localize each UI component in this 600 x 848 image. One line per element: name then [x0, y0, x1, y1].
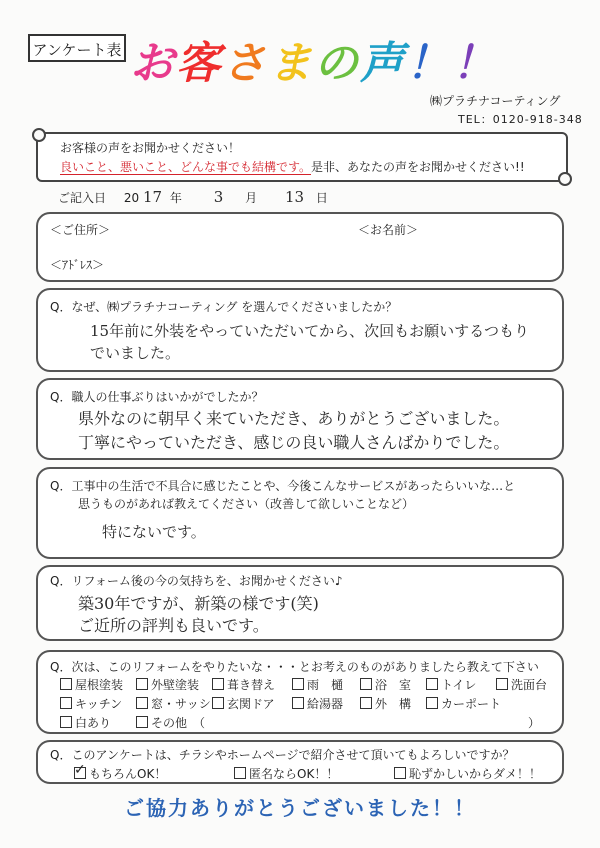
address-label: ＜ご住所＞ [50, 223, 111, 237]
intro-line-2-red: 良いこと、悪いこと、どんな事でも結構です。 [60, 160, 312, 174]
checkbox[interactable] [394, 767, 406, 779]
scroll-curl-icon [32, 128, 46, 142]
option-kitchen[interactable]: キッチン [60, 695, 122, 712]
date-year: 17 [142, 188, 163, 206]
option-wall-paint[interactable]: 外壁塗装 [136, 676, 199, 693]
intro-line-2 [60, 158, 525, 175]
question-3-line-1: Q．工事中の生活で不具合に感じたことや、今後こんなサービスがあったらいいな…と [50, 479, 516, 493]
title-char: 声 [360, 38, 406, 89]
question-1: Q．なぜ、㈱プラチナコーティング を選んでくださいましたか？ [50, 300, 398, 314]
date-year-unit: 年 [169, 191, 182, 205]
question-5: Q．次は、このリフォームをやりたいな・・・とお考えのものがありましたら教えて下さい [50, 660, 539, 674]
question-box-6 [36, 740, 564, 784]
option-reroof[interactable]: 葺き替え [212, 676, 275, 693]
date-month-unit: 月 [245, 191, 258, 205]
option-termite[interactable]: 白あり [60, 714, 111, 731]
checkbox[interactable] [360, 678, 372, 690]
option-bathroom[interactable]: 浴 室 [360, 676, 411, 693]
option-water-heater[interactable]: 給湯器 [292, 695, 343, 712]
checkbox[interactable] [234, 767, 246, 779]
checkbox-checked[interactable] [74, 762, 86, 779]
checkbox[interactable] [292, 678, 304, 690]
answer-1-line-1: 15年前に外装をやっていただいてから、次回もお願いするつもり [90, 322, 529, 340]
title-char: ！ [452, 38, 498, 89]
question-3-line-2: 思うものがあれば教えてください（改善して欲しいことなど） [78, 497, 415, 511]
checkbox[interactable] [136, 678, 148, 690]
customer-info-box [36, 212, 564, 282]
checkbox[interactable] [60, 697, 72, 709]
scroll-curl-icon [558, 172, 572, 186]
date-month: 3 [213, 188, 224, 206]
checkbox[interactable] [426, 697, 438, 709]
intro-line-1: お客様の声をお聞かせください！ [60, 141, 241, 155]
permission-ok[interactable]: ✓ もちろんOK！ [74, 762, 167, 781]
checkbox[interactable] [496, 678, 508, 690]
checkbox[interactable] [136, 697, 148, 709]
title-char: ま [268, 38, 314, 89]
title-char: の [314, 38, 360, 89]
answer-2-line-2: 丁寧にやっていただき、感じの良い職人さんばかりでした。 [78, 433, 510, 452]
date-label: ご記入日 [58, 191, 107, 205]
answer-1-line-2: でいました。 [90, 344, 181, 362]
checkbox[interactable] [212, 678, 224, 690]
title-char: お [130, 38, 176, 89]
option-exterior[interactable]: 外 構 [360, 695, 411, 712]
company-name: ㈱プラチナコーティング [430, 94, 561, 108]
option-entrance-door[interactable]: 玄関ドア [212, 695, 275, 712]
checkbox[interactable] [60, 716, 72, 728]
option-other[interactable]: その他 （ [136, 714, 205, 731]
question-6: Q．このアンケートは、チラシやホームページで紹介させて頂いてもよろしいですか？ [50, 748, 515, 762]
question-box-1 [36, 288, 564, 372]
option-washstand[interactable]: 洗面台 [496, 676, 547, 693]
question-box-3 [36, 467, 564, 559]
name-label: ＜お名前＞ [358, 223, 419, 237]
question-4: Q．リフォーム後の今の気持ちを、お聞かせください♪ [50, 574, 343, 588]
date-day-unit: 日 [315, 191, 328, 205]
thanks-message: ご協力ありがとうございました！！ [124, 796, 476, 820]
option-gutter[interactable]: 雨 樋 [292, 676, 343, 693]
title-char: ！ [406, 38, 452, 89]
answer-4-line-1: 築30年ですが、新築の様です(笑) [78, 594, 319, 613]
checkbox[interactable] [60, 678, 72, 690]
intro-line-2-black: 是非、あなたの声をお聞かせください!! [311, 160, 525, 174]
title-char: 客 [176, 38, 222, 89]
checkbox[interactable] [360, 697, 372, 709]
survey-tag: アンケート表 [28, 34, 126, 62]
intro-banner [36, 132, 568, 182]
question-2: Q．職人の仕事ぶりはいかがでしたか？ [50, 390, 264, 404]
entry-date [58, 188, 328, 206]
answer-2-line-1: 県外なのに朝早く来ていただき、ありがとうございました。 [78, 409, 510, 428]
option-toilet[interactable]: トイレ [426, 676, 476, 693]
question-box-5 [36, 650, 564, 734]
option-carport[interactable]: カーポート [426, 695, 501, 712]
question-box-2 [36, 378, 564, 460]
checkbox[interactable] [426, 678, 438, 690]
answer-3: 特にないです。 [102, 523, 206, 541]
date-day: 13 [284, 188, 305, 206]
title-char: さ [222, 38, 268, 89]
option-roof-paint[interactable]: 屋根塗装 [60, 676, 123, 693]
option-other-close-paren: ） [528, 716, 541, 730]
permission-no[interactable]: 恥ずかしいからダメ！！ [394, 765, 541, 782]
email-label: ＜ｱﾄﾞﾚｽ＞ [50, 258, 105, 272]
check-mark-icon: ✓ [74, 762, 86, 778]
reform-options [50, 676, 560, 732]
page-title [130, 34, 498, 94]
date-era: 20 [123, 191, 140, 205]
question-box-4 [36, 565, 564, 641]
checkbox[interactable] [292, 697, 304, 709]
checkbox[interactable] [212, 697, 224, 709]
permission-anonymous[interactable]: 匿名ならOK！！ [234, 765, 338, 782]
answer-4-line-2: ご近所の評判も良いです。 [78, 616, 269, 635]
phone-number: TEL：0120-918-348 [458, 113, 583, 126]
option-window-sash[interactable]: 窓・サッシ [136, 695, 211, 712]
checkbox[interactable] [136, 716, 148, 728]
